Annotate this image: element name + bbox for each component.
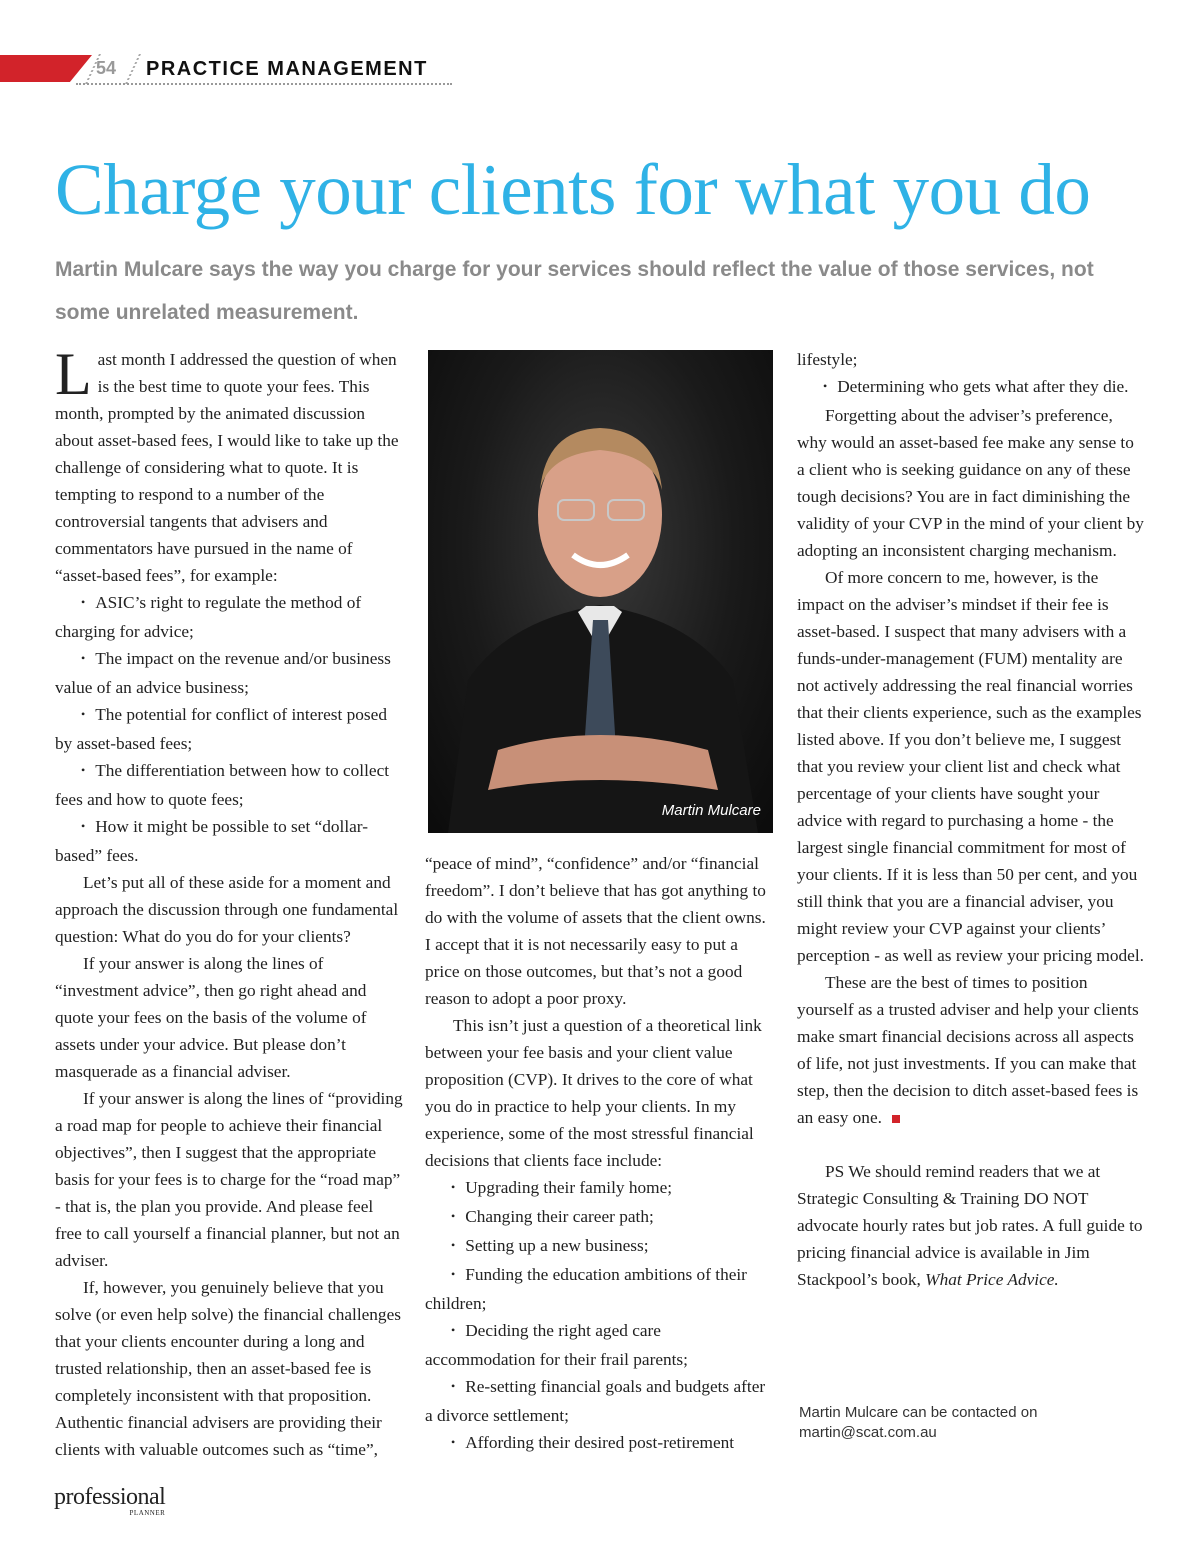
- bullet-item: • Affording their desired post-retirement: [425, 1429, 773, 1458]
- bullet-item: • Setting up a new business;: [425, 1232, 773, 1261]
- bullet-item: • Upgrading their family home;: [425, 1174, 773, 1203]
- bullet-item: • The differentiation between how to collect fees and how to quote fees;: [55, 757, 403, 813]
- paragraph: Last month I addressed the question of when is the best time to quote your fees. This month, prompted by the animated discussion about asset-based fees, I would like to take up the challenge of considering what to quote. It is tempting to respond to a number of the controversial tangents that advisers and commentators have pursued in the name of “asset-based fees”, for example:: [55, 341, 399, 585]
- bullet-item: • ASIC’s right to regulate the method of charging for advice;: [55, 589, 403, 645]
- end-mark-icon: [892, 1115, 900, 1123]
- drop-cap: L: [55, 341, 92, 407]
- photo-caption: Martin Mulcare: [661, 802, 761, 819]
- paragraph: Of more concern to me, however, is the impact on the adviser’s mindset if their fee is asset-based. I suspect that many advisers with a funds-under-management (FUM) mentality are not actively addressing the real financial worries that their clients experience, such as the examples listed above. If you don’t believe me, I suggest that you review your client list and check what percentage of your clients have sought your advice with regard to purchasing a home - the largest single financial commitment for most of your clients. If it is less than 50 per cent, and you still think that you are a financial adviser, you might review your CVP against your clients’ perception - as well as review your pricing model.: [797, 568, 1144, 965]
- bullet-item: • The potential for conflict of interest posed by asset-based fees;: [55, 701, 403, 757]
- dotted-rule: [76, 83, 452, 85]
- author-photo: [428, 350, 773, 833]
- page-number: 54: [96, 58, 117, 78]
- portrait-illustration: [428, 350, 773, 833]
- paragraph: If your answer is along the lines of “investment advice”, then go right ahead and quote your fees on the basis of the volume of assets under your advice. But please don’t masquerade as a financial adviser.: [55, 954, 367, 1081]
- book-title: What Price Advice.: [925, 1270, 1059, 1289]
- author-contact: Martin Mulcare can be contacted on martin@scat.com.au: [799, 1404, 1038, 1441]
- column-3: [797, 346, 1145, 1293]
- postscript: PS We should remind readers that we at Strategic Consulting & Training DO NOT advocate hourly rates but job rates. A full guide to pricing financial advice is available in Jim Stackpool’s book, What Price Advice.: [797, 1162, 1143, 1289]
- bullet-item: • Re-setting financial goals and budgets after a divorce settlement;: [425, 1373, 773, 1429]
- paragraph: These are the best of times to position yourself as a trusted adviser and help your clients make smart financial decisions across all aspects of life, not just investments. If you can make that step, then the decision to ditch asset-based fees is an easy one.: [797, 973, 1139, 1127]
- paragraph: If, however, you genuinely believe that you solve (or even help solve) the financial challenges that your clients encounter during a long and trusted relationship, then an asset-based fee is completely inconsistent with that proposition. Authentic financial advisers are providing their clients with valuable outcomes such as “time”,: [55, 1278, 401, 1459]
- section-title: PRACTICE MANAGEMENT: [146, 58, 428, 80]
- bullet-item: • How it might be possible to set “dollar-based” fees.: [55, 813, 403, 869]
- paragraph: lifestyle;: [797, 350, 858, 369]
- publication-logo: professional PLANNER: [54, 1484, 166, 1517]
- section-color-bar: [0, 55, 92, 82]
- paragraph: “peace of mind”, “confidence” and/or “financial freedom”. I don’t believe that has got anything to do with the volume of assets that the client owns. I accept that it is not necessarily easy to put a price on those outcomes, but that’s not a good reason to adopt a poor proxy.: [425, 854, 766, 1008]
- email-address: martin@scat.com.au: [799, 1424, 937, 1441]
- article-title: Charge your clients for what you do: [55, 149, 1091, 230]
- paragraph: This isn’t just a question of a theoretical link between your fee basis and your client value proposition (CVP). It drives to the core of what you do in practice to help your clients. In my experience, some of the most stressful financial decisions that clients face include:: [425, 1016, 762, 1170]
- standfirst: Martin Mulcare says the way you charge for your services should reflect the value of those services, not some unrelated measurement.: [55, 258, 1094, 324]
- paragraph: Let’s put all of these aside for a moment and approach the discussion through one fundamental question: What do you do for your clients?: [55, 873, 399, 946]
- bullet-item: • Funding the education ambitions of their children;: [425, 1261, 773, 1317]
- column-1: [55, 341, 403, 1463]
- paragraph: Forgetting about the adviser’s preference, why would an asset-based fee make any sense to a client who is seeking guidance on any of these tough decisions? You are in fact diminishing the validity of your CVP in the mind of your client by adopting an inconsistent charging mechanism.: [797, 406, 1144, 560]
- bullet-item: • Changing their career path;: [425, 1203, 773, 1232]
- column-2: [425, 850, 773, 1458]
- bullet-item: • The impact on the revenue and/or business value of an advice business;: [55, 645, 403, 701]
- divider: [125, 54, 142, 84]
- bullet-item: • Determining who gets what after they die.: [797, 373, 1145, 402]
- paragraph: If your answer is along the lines of “providing a road map for people to achieve their financial objectives”, then I suggest that the appropriate basis for your fees is to charge for the “road map” - that is, the plan you provide. And please feel free to call yourself a financial planner, but not an adviser.: [55, 1089, 403, 1270]
- bullet-item: • Deciding the right aged care accommodation for their frail parents;: [425, 1317, 773, 1373]
